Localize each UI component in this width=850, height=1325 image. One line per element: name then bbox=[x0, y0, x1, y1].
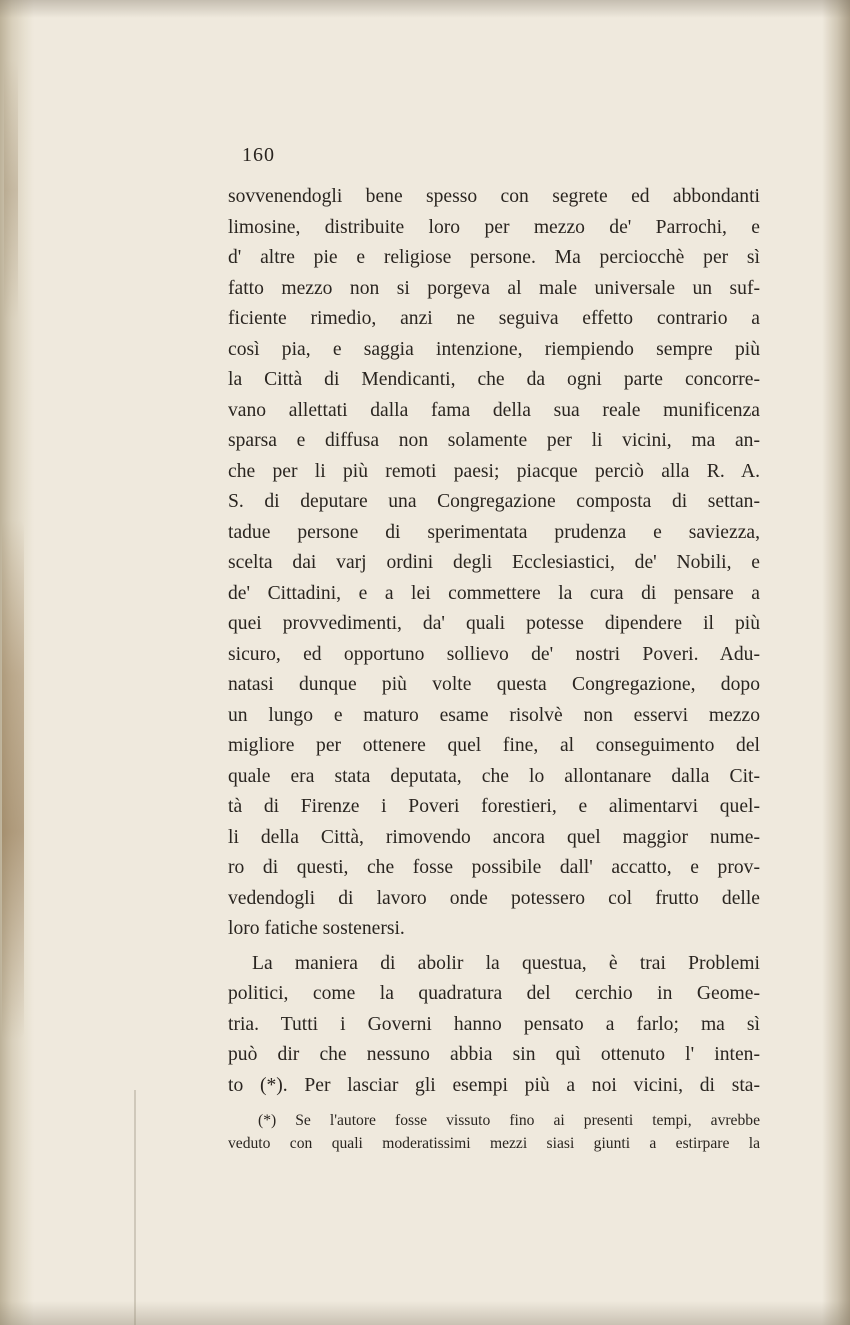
footnote bbox=[228, 1109, 760, 1155]
text-line: tadue persone di sperimentata prudenza e saviezza, bbox=[228, 521, 760, 543]
paper-fold bbox=[134, 1090, 136, 1325]
text-line: ficiente rimedio, anzi ne seguiva effetto contrario a bbox=[228, 308, 760, 329]
text-line: sovvenendogli bene spesso con segrete ed abbondanti bbox=[228, 186, 760, 207]
footnote-line: (*) Se l'autore fosse vissuto fino ai presenti tempi, avrebbe bbox=[258, 1112, 760, 1129]
text-line: d' altre pie e religiose persone. Ma perciocchè per sì bbox=[228, 247, 760, 268]
text-line: vano allettati dalla fama della sua reale munificenza bbox=[228, 399, 760, 421]
paragraph-2 bbox=[228, 949, 760, 1102]
text-line: de' Cittadini, e a lei commettere la cura di pensare a bbox=[228, 582, 760, 604]
text-line: natasi dunque più volte questa Congregazione, dopo bbox=[228, 674, 760, 695]
footnote-line: veduto con quali moderatissimi mezzi siasi giunti a estirpare la bbox=[228, 1135, 760, 1152]
text-line: vedendogli di lavoro onde potessero col frutto delle bbox=[228, 887, 760, 909]
text-line: loro fatiche sostenersi. bbox=[228, 918, 405, 939]
page-number: 160 bbox=[242, 144, 275, 166]
text-line: sparsa e diffusa non solamente per li vicini, ma an- bbox=[228, 430, 760, 451]
page-shadow bbox=[0, 0, 850, 18]
text-line: può dir che nessuno abbia sin quì ottenuto l' inten- bbox=[228, 1044, 760, 1065]
text-line: un lungo e maturo esame risolvè non esservi mezzo bbox=[228, 704, 760, 726]
text-line: tà di Firenze i Poveri forestieri, e alimentarvi quel- bbox=[228, 796, 760, 817]
text-line: sicuro, ed opportuno sollievo de' nostri Poveri. Adu- bbox=[228, 643, 760, 665]
text-line: così pia, e saggia intenzione, riempiendo sempre più bbox=[228, 338, 760, 360]
text-line: migliore per ottenere quel fine, al conseguimento del bbox=[228, 735, 760, 756]
text-line: fatto mezzo non si porgeva al male universale un suf- bbox=[228, 277, 760, 299]
text-line: tria. Tutti i Governi hanno pensato a farlo; ma sì bbox=[228, 1013, 760, 1035]
text-line: La maniera di abolir la questua, è trai Problemi bbox=[252, 952, 760, 974]
text-line: to (*). Per lasciar gli esempi più a noi vicini, di sta- bbox=[228, 1074, 760, 1096]
text-block bbox=[228, 138, 760, 1155]
text-line: li della Città, rimovendo ancora quel maggior nume- bbox=[228, 826, 760, 848]
text-line: la Città di Mendicanti, che da ogni parte concorre- bbox=[228, 369, 760, 390]
page-shadow bbox=[0, 1301, 850, 1325]
page-stain bbox=[2, 520, 24, 1040]
text-line: ro di questi, che fosse possibile dall' accatto, e prov- bbox=[228, 857, 760, 878]
page-edge bbox=[822, 0, 850, 1325]
text-line: quei provvedimenti, da' quali potesse dipendere il più bbox=[228, 613, 760, 634]
text-line: scelta dai varj ordini degli Ecclesiastici, de' Nobili, e bbox=[228, 552, 760, 573]
text-line: limosine, distribuite loro per mezzo de' Parrochi, e bbox=[228, 216, 760, 238]
text-line: S. di deputare una Congregazione composta di settan- bbox=[228, 491, 760, 512]
page-stain bbox=[4, 60, 18, 320]
text-line: che per li più remoti paesi; piacque perciò alla R. A. bbox=[228, 460, 760, 482]
text-line: quale era stata deputata, che lo allontanare dalla Cit- bbox=[228, 765, 760, 787]
text-line: politici, come la quadratura del cerchio in Geome- bbox=[228, 983, 760, 1004]
paragraph-1 bbox=[228, 182, 760, 945]
